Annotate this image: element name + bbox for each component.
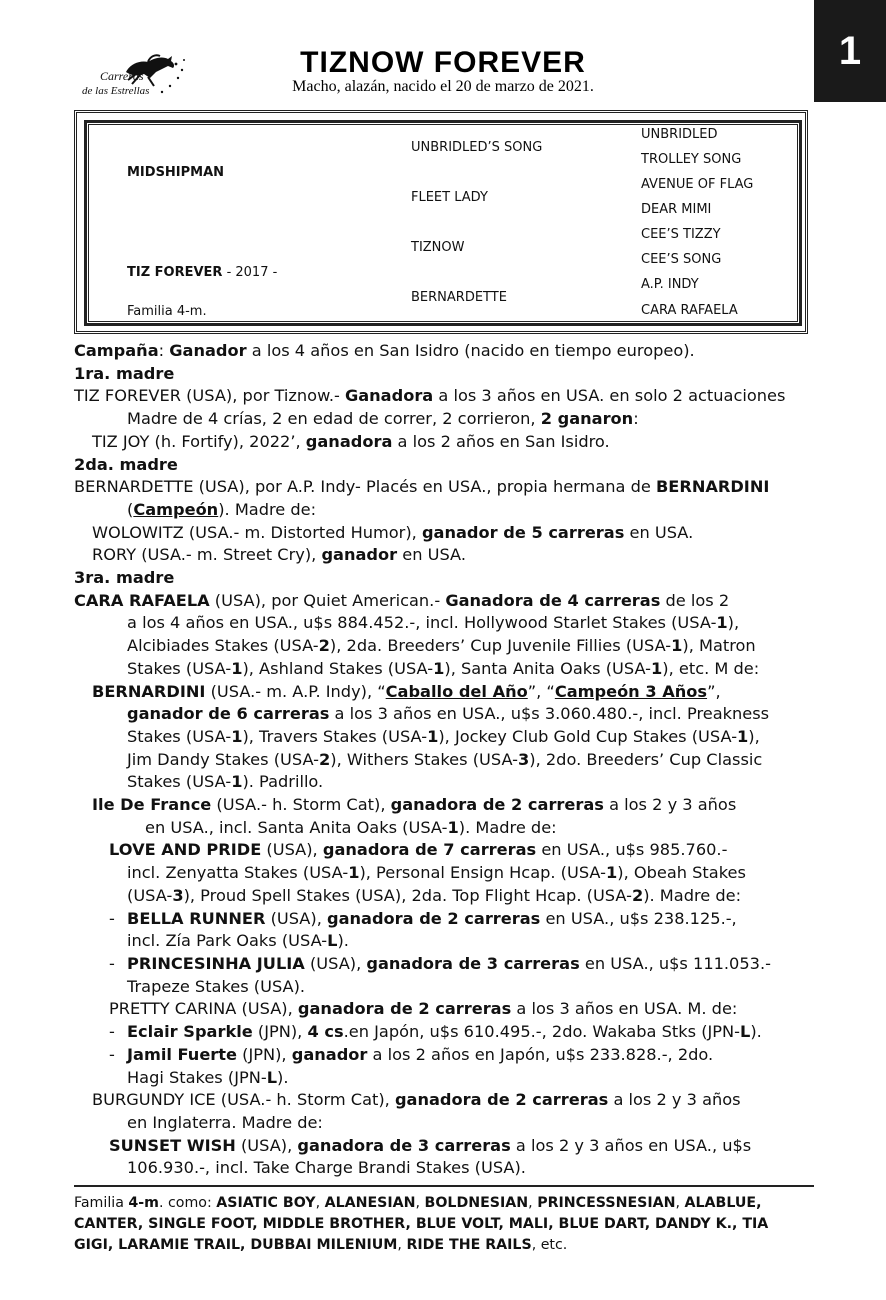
offspring-entry: RORY (USA.- m. Street Cry), ganador en USA.: [92, 545, 466, 565]
family-line: Familia 4-m. como: ASIATIC BOY, ALANESIAN, BOLDNESIAN, PRINCESSNESIAN, ALABLUE,: [74, 1195, 762, 1211]
horse-description: Macho, alazán, nacido el 20 de marzo de 2021.: [292, 78, 594, 95]
offspring-princesinha-julia-cont: Trapeze Stakes (USA).: [127, 976, 306, 996]
offspring-love-and-pride-cont: incl. Zenyatta Stakes (USA-1), Personal Ensign Hcap. (USA-1), Obeah Stakes: [127, 863, 746, 883]
pedigree-sire: MIDSHIPMAN: [127, 165, 225, 180]
dam-2-line: BERNARDETTE (USA), por A.P. Indy- Placés en USA., propia hermana de BERNARDINI: [74, 477, 770, 497]
dam-2-line-cont: (Campeón). Madre de:: [127, 499, 317, 519]
pedigree-notes: [74, 340, 820, 1180]
dam-3-line-cont: Alcibiades Stakes (USA-2), 2da. Breeders’ Cup Juvenile Fillies (USA-1), Matron: [127, 636, 756, 656]
pedigree-great-grandparent: AVENUE OF FLAG: [641, 177, 754, 192]
offspring-bernardini: BERNARDINI (USA.- m. A.P. Indy), “Caballo del Año”, “Campeón 3 Años”,: [92, 681, 721, 701]
dam-3-line: CARA RAFAELA (USA), por Quiet American.- Ganadora de 4 carreras de los 2: [74, 590, 730, 610]
pedigree-great-grandparent: CARA RAFAELA: [641, 303, 738, 318]
pedigree-great-grandparent: DEAR MIMI: [641, 202, 712, 217]
offspring-bernardini-cont: Jim Dandy Stakes (USA-2), Withers Stakes (USA-3), 2do. Breeders’ Cup Classic: [127, 749, 763, 769]
family-line: CANTER, SINGLE FOOT, MIDDLE BROTHER, BLUE VOLT, MALI, BLUE DART, DANDY K., TIA: [74, 1216, 769, 1232]
section-heading-1ra-madre: 1ra. madre: [74, 363, 175, 383]
pedigree-grandparent: UNBRIDLED’S SONG: [411, 140, 543, 155]
offspring-ile-de-france: Ile De France (USA.- h. Storm Cat), ganadora de 2 carreras a los 2 y 3 años: [92, 795, 737, 815]
pedigree-dam-row: [127, 265, 277, 280]
pedigree-great-grandparent: CEE’S TIZZY: [641, 227, 721, 242]
section-heading-2da-madre: 2da. madre: [74, 454, 178, 474]
pedigree-great-grandparent: UNBRIDLED: [641, 127, 718, 142]
offspring-eclair-sparkle: - Eclair Sparkle (JPN), 4 cs.en Japón, u$s 610.495.-, 2do. Wakaba Stks (JPN-L).: [109, 1022, 762, 1042]
footer-divider: [74, 1185, 814, 1187]
offspring-bernardini-cont: ganador de 6 carreras a los 3 años en USA., u$s 3.060.480.-, incl. Preakness: [127, 704, 770, 724]
dam-1-line: TIZ FOREVER (USA), por Tiznow.- Ganadora a los 3 años en USA. en solo 2 actuaciones: [74, 386, 786, 406]
pedigree-family: Familia 4-m.: [127, 304, 207, 319]
offspring-sunset-wish: SUNSET WISH (USA), ganadora de 3 carreras a los 2 y 3 años en USA., u$s: [109, 1135, 752, 1155]
offspring-entry: WOLOWITZ (USA.- m. Distorted Humor), ganador de 5 carreras en USA.: [92, 522, 694, 542]
dam-3-line-cont: a los 4 años en USA., u$s 884.452.-, incl. Hollywood Starlet Stakes (USA-1),: [127, 613, 740, 633]
offspring-pretty-carina: PRETTY CARINA (USA), ganadora de 2 carreras a los 3 años en USA. M. de:: [109, 999, 738, 1019]
offspring-bernardini-cont: Stakes (USA-1), Travers Stakes (USA-1), Jockey Club Gold Cup Stakes (USA-1),: [127, 726, 760, 746]
pedigree-dam-year: - 2017 -: [222, 265, 278, 280]
pedigree-grandparent: BERNARDETTE: [411, 290, 507, 305]
offspring-jamil-fuerte-cont: Hagi Stakes (JPN-L).: [127, 1067, 289, 1087]
dam-1-offspring-summary: Madre de 4 crías, 2 en edad de correr, 2 corrieron, 2 ganaron:: [127, 409, 639, 429]
pedigree-great-grandparent: A.P. INDY: [641, 277, 699, 292]
pedigree-great-grandparent: TROLLEY SONG: [641, 152, 742, 167]
offspring-sunset-wish-cont: 106.930.-, incl. Take Charge Brandi Stakes (USA).: [127, 1158, 526, 1178]
page-number-tab: [814, 0, 886, 102]
offspring-burgundy-ice-cont: en Inglaterra. Madre de:: [127, 1112, 323, 1132]
offspring-love-and-pride-cont: (USA-3), Proud Spell Stakes (USA), 2da. Top Flight Hcap. (USA-2). Madre de:: [127, 885, 742, 905]
pedigree-great-grandparent: CEE’S SONG: [641, 252, 722, 267]
pedigree-dam: TIZ FOREVER: [127, 265, 223, 280]
dam-3-line-cont: Stakes (USA-1), Ashland Stakes (USA-1), Santa Anita Oaks (USA-1), etc. M de:: [127, 658, 760, 678]
offspring-bella-runner: - BELLA RUNNER (USA), ganadora de 2 carreras en USA., u$s 238.125.-,: [109, 908, 737, 928]
section-heading-3ra-madre: 3ra. madre: [74, 568, 175, 588]
offspring-burgundy-ice: BURGUNDY ICE (USA.- h. Storm Cat), ganadora de 2 carreras a los 2 y 3 años: [92, 1090, 741, 1110]
offspring-princesinha-julia: - PRINCESINHA JULIA (USA), ganadora de 3 carreras en USA., u$s 111.053.-: [109, 953, 771, 973]
logo-text-2: de las Estrellas: [82, 85, 150, 97]
offspring-jamil-fuerte: - Jamil Fuerte (JPN), ganador a los 2 años en Japón, u$s 233.828.-, 2do.: [109, 1044, 714, 1064]
horse-name-title: TIZNOW FOREVER: [300, 46, 586, 79]
campaign-line: Campaña: Ganador a los 4 años en San Isidro (nacido en tiempo europeo).: [74, 341, 695, 360]
offspring-bella-runner-cont: incl. Zía Park Oaks (USA-L).: [127, 931, 349, 951]
family-footer: [74, 1193, 819, 1256]
logo-text-1: Carreras: [100, 69, 144, 83]
offspring-entry: TIZ JOY (h. Fortify), 2022’, ganadora a los 2 años en San Isidro.: [92, 431, 610, 451]
page-number: 1: [838, 28, 862, 73]
offspring-ile-de-france-cont: en USA., incl. Santa Anita Oaks (USA-1). Madre de:: [145, 817, 557, 837]
offspring-love-and-pride: LOVE AND PRIDE (USA), ganadora de 7 carreras en USA., u$s 985.760.-: [109, 840, 728, 860]
family-line: GIGI, LARAMIE TRAIL, DUBBAI MILENIUM, RIDE THE RAILS, etc.: [74, 1237, 568, 1253]
pedigree-grandparent: FLEET LADY: [411, 190, 488, 205]
pedigree-grandparent: TIZNOW: [411, 240, 465, 255]
offspring-bernardini-cont: Stakes (USA-1). Padrillo.: [127, 772, 324, 792]
